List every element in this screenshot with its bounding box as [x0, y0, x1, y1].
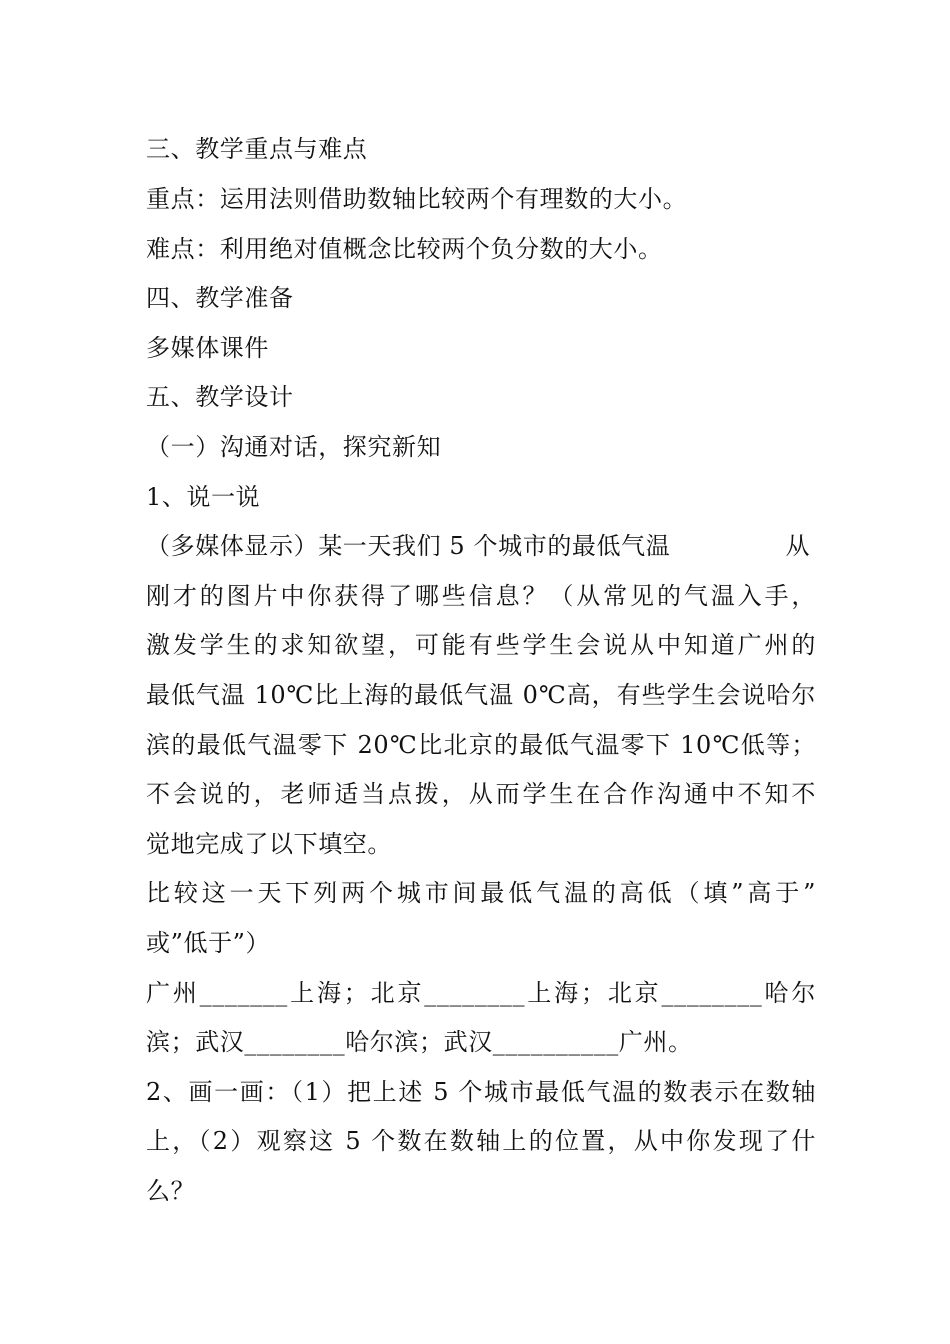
step-heading-say: 1、说一说	[146, 483, 261, 511]
section-heading-key-points: 三、教学重点与难点	[146, 135, 368, 163]
preparation-line: 多媒体课件	[146, 334, 269, 362]
paragraph-line: 不会说的，老师适当点拨，从而学生在合作沟通中不知不	[146, 780, 816, 808]
paragraph-line: 觉地完成了以下填空。	[146, 830, 392, 858]
paragraph-line: 上，（2）观察这 5 个数在数轴上的位置，从中你发现了什	[146, 1127, 816, 1155]
fill-in-blank-line: 滨；武汉________哈尔滨；武汉__________广州。	[146, 1028, 693, 1056]
key-point-line: 重点：运用法则借助数轴比较两个有理数的大小。	[146, 185, 688, 213]
step-heading-draw: 2、画一画：（1）把上述 5 个城市最低气温的数表示在数轴	[146, 1078, 816, 1106]
paragraph-line: 刚才的图片中你获得了哪些信息？（从常见的气温入手，	[146, 582, 816, 610]
exercise-instruction-line: 或”低于”）	[146, 929, 271, 957]
section-heading-preparation: 四、教学准备	[146, 284, 294, 312]
section-heading-design: 五、教学设计	[146, 383, 294, 411]
difficulty-line: 难点：利用绝对值概念比较两个负分数的大小。	[146, 235, 663, 263]
paragraph-line: 激发学生的求知欲望，可能有些学生会说从中知道广州的	[146, 631, 816, 659]
paragraph-line: 么？	[146, 1177, 196, 1205]
paragraph-line: 最低气温 10℃比上海的最低气温 0℃高，有些学生会说哈尔	[146, 681, 816, 709]
exercise-instruction-line: 比较这一天下列两个城市间最低气温的高低（填”高于”	[146, 879, 816, 907]
subsection-heading: （一）沟通对话，探究新知	[146, 433, 442, 461]
fill-in-blank-line: 广州_______上海；北京________上海；北京________哈尔	[146, 979, 816, 1007]
paragraph-line: 滨的最低气温零下 20℃比北京的最低气温零下 10℃低等；	[146, 731, 816, 759]
paragraph-line: （多媒体显示）某一天我们 5 个城市的最低气温 从	[146, 532, 811, 560]
